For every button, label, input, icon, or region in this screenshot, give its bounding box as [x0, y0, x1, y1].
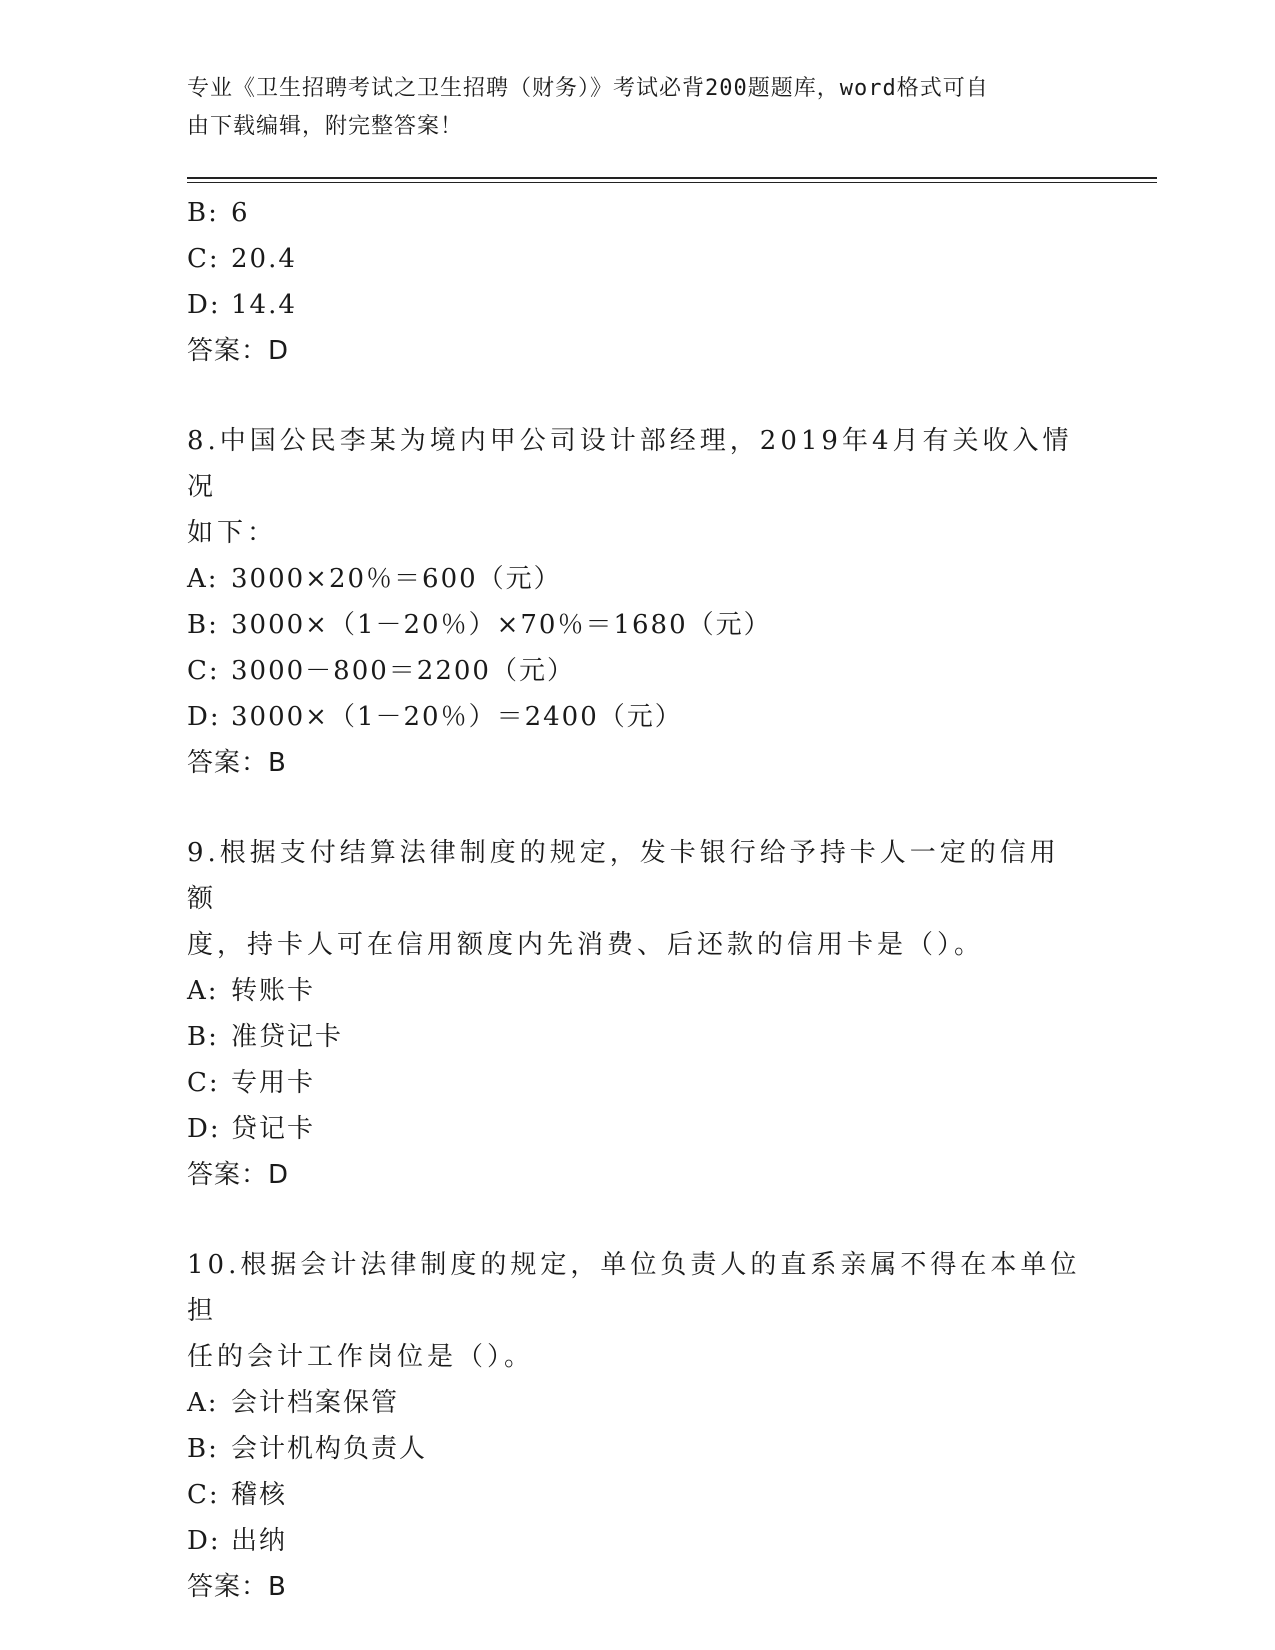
- option-letter: B:: [187, 610, 219, 640]
- option-letter: C:: [187, 1480, 220, 1510]
- question-10: [187, 1242, 1087, 1610]
- stem-line-1: 8.中国公民李某为境内甲公司设计部经理，2019年4月有关收入情况: [187, 426, 1073, 502]
- option-letter: D:: [187, 702, 221, 732]
- spacer: [187, 1198, 1087, 1242]
- option-letter: D:: [187, 1526, 221, 1556]
- option-b: [187, 190, 1087, 236]
- question-stem: [187, 1242, 1087, 1380]
- option-text: 3000－800＝2200（元）: [231, 656, 575, 686]
- option-c: [187, 1472, 1087, 1518]
- document-header: [187, 70, 1067, 146]
- answer: 答案：B: [187, 1572, 287, 1602]
- option-text: 稽核: [231, 1480, 288, 1510]
- option-letter: C:: [187, 656, 220, 686]
- option-c: [187, 1060, 1087, 1106]
- option-letter: A:: [187, 976, 219, 1006]
- option-d: [187, 694, 1087, 740]
- option-d: [187, 282, 1087, 328]
- option-b: [187, 602, 1087, 648]
- option-text: 会计档案保管: [231, 1388, 400, 1418]
- answer: 答案：D: [187, 1160, 290, 1190]
- header-rule-thick: [187, 177, 1157, 179]
- option-text: 14.4: [231, 290, 297, 320]
- question-7: [187, 190, 1087, 374]
- stem-line-1: 10.根据会计法律制度的规定，单位负责人的直系亲属不得在本单位担: [187, 1250, 1081, 1326]
- header-line-2: 由下载编辑，附完整答案！: [187, 114, 464, 139]
- option-text: 贷记卡: [231, 1114, 316, 1144]
- option-a: [187, 968, 1087, 1014]
- option-d: [187, 1518, 1087, 1564]
- option-a: [187, 1380, 1087, 1426]
- option-letter: C:: [187, 244, 220, 274]
- option-letter: B:: [187, 1022, 219, 1052]
- option-text: 准贷记卡: [231, 1022, 344, 1052]
- option-text: 3000×（1－20％）＝2400（元）: [231, 702, 683, 732]
- option-text: 转账卡: [231, 976, 316, 1006]
- answer: 答案：D: [187, 336, 290, 366]
- question-list: [187, 190, 1087, 1610]
- option-text: 出纳: [231, 1526, 288, 1556]
- option-b: [187, 1426, 1087, 1472]
- option-text: 3000×20％＝600（元）: [231, 564, 562, 594]
- question-9: [187, 830, 1087, 1198]
- stem-line-2: 任的会计工作岗位是（）。: [187, 1342, 535, 1372]
- option-letter: A:: [187, 1388, 219, 1418]
- option-letter: D:: [187, 1114, 221, 1144]
- option-letter: A:: [187, 564, 219, 594]
- option-c: [187, 236, 1087, 282]
- option-b: [187, 1014, 1087, 1060]
- question-8: [187, 418, 1087, 786]
- question-stem: [187, 830, 1087, 968]
- spacer: [187, 374, 1087, 418]
- option-letter: C:: [187, 1068, 220, 1098]
- option-letter: B:: [187, 1434, 219, 1464]
- option-letter: D:: [187, 290, 221, 320]
- answer: 答案：B: [187, 748, 287, 778]
- stem-line-2: 度，持卡人可在信用额度内先消费、后还款的信用卡是（）。: [187, 930, 985, 960]
- option-d: [187, 1106, 1087, 1152]
- option-text: 20.4: [231, 244, 297, 274]
- option-text: 会计机构负责人: [231, 1434, 428, 1464]
- question-stem: [187, 418, 1087, 556]
- option-a: [187, 556, 1087, 602]
- stem-line-2: 如下：: [187, 518, 278, 548]
- header-rule-thin: [187, 182, 1157, 183]
- option-text: 6: [231, 198, 250, 228]
- option-text: 专用卡: [231, 1068, 316, 1098]
- header-line-1: 专业《卫生招聘考试之卫生招聘（财务）》考试必背200题题库，word格式可自: [187, 76, 989, 101]
- stem-line-1: 9.根据支付结算法律制度的规定，发卡银行给予持卡人一定的信用额: [187, 838, 1060, 914]
- option-c: [187, 648, 1087, 694]
- spacer: [187, 786, 1087, 830]
- option-letter: B:: [187, 198, 219, 228]
- option-text: 3000×（1－20％）×70％＝1680（元）: [231, 610, 772, 640]
